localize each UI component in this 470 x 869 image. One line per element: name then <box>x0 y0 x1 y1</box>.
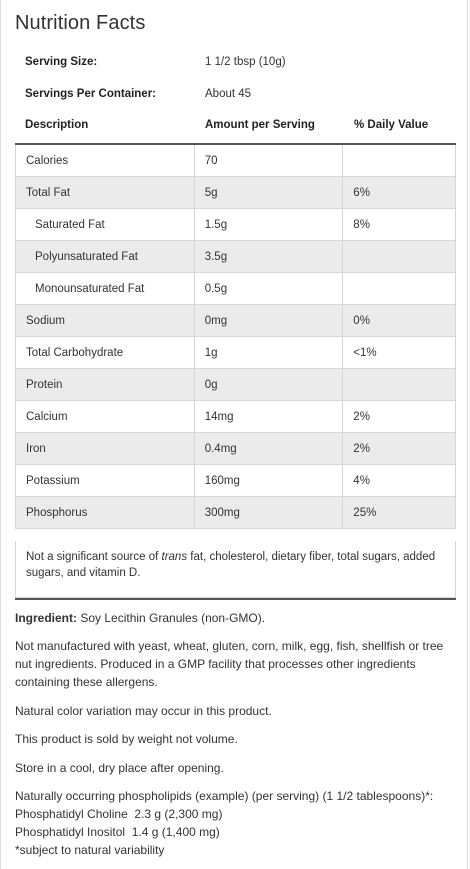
weight-note: This product is sold by weight not volume. <box>15 732 238 746</box>
nutrient-daily-value: 4% <box>343 465 456 497</box>
serving-size-label: Serving Size: <box>25 56 98 68</box>
nutrient-name: Potassium <box>16 465 195 497</box>
nutrient-amount: 300mg <box>194 497 343 529</box>
ingredient-label: Ingredient: <box>15 611 77 625</box>
nutrient-name: Polyunsaturated Fat <box>16 241 195 273</box>
table-row <box>16 433 456 465</box>
nutrient-amount: 3.5g <box>194 241 343 273</box>
nutrient-name: Monounsaturated Fat <box>16 273 195 305</box>
storage-note: Store in a cool, dry place after opening. <box>15 761 224 775</box>
table-row <box>16 337 456 369</box>
phospholipids-heading: Naturally occurring phospholipids (example) (per serving) (1 1/2 tablespoons)*: <box>15 789 434 803</box>
table-row <box>16 273 456 305</box>
nutrient-amount: 0mg <box>194 305 343 337</box>
nutrient-amount: 1g <box>194 337 343 369</box>
table-row <box>16 209 456 241</box>
nutrient-daily-value <box>343 273 456 305</box>
phospholipid-line: Phosphatidyl Choline 2.3 g (2,300 mg) <box>15 807 223 821</box>
nutrient-name: Protein <box>16 369 195 401</box>
nutrient-name: Calcium <box>16 401 195 433</box>
footnote-italic: trans <box>161 551 188 563</box>
footnote-text: Not a significant source of <box>26 551 162 563</box>
nutrient-daily-value: 2% <box>343 401 456 433</box>
nutrient-amount: 0.4mg <box>194 433 343 465</box>
column-header-daily-value: % Daily Value <box>354 119 429 131</box>
nutrition-table <box>15 144 456 529</box>
ingredient-value: Soy Lecithin Granules (non-GMO). <box>77 611 266 625</box>
table-row <box>16 145 456 177</box>
nutrient-amount: 70 <box>194 145 343 177</box>
table-top-rule <box>15 143 456 145</box>
nutrient-daily-value: 25% <box>343 497 456 529</box>
nutrient-daily-value: 0% <box>343 305 456 337</box>
servings-per-container-value: About 45 <box>205 88 252 100</box>
nutrient-amount: 0g <box>194 369 343 401</box>
page-title: Nutrition Facts <box>15 12 146 34</box>
nutrient-daily-value: 2% <box>343 433 456 465</box>
nutrient-amount: 160mg <box>194 465 343 497</box>
nutrient-daily-value: 6% <box>343 177 456 209</box>
allergen-note: Not manufactured with yeast, wheat, gluten, corn, milk, egg, fish, shellfish or tree nut ingredients. Produced in a GMP facility that processes other ingredients containing these allergens. <box>15 639 444 689</box>
table-row <box>16 305 456 337</box>
table-footnote <box>15 541 456 598</box>
color-note: Natural color variation may occur in this product. <box>15 704 272 718</box>
nutrient-name: Iron <box>16 433 195 465</box>
phospholipid-line: Phosphatidyl Inositol 1.4 g (1,400 mg) <box>15 825 220 839</box>
ingredient-line <box>15 609 456 627</box>
nutrient-amount: 5g <box>194 177 343 209</box>
serving-size-value: 1 1/2 tbsp (10g) <box>205 56 286 68</box>
column-header-amount: Amount per Serving <box>205 119 315 131</box>
servings-per-container-label: Servings Per Container: <box>25 88 157 100</box>
table-row <box>16 177 456 209</box>
nutrient-daily-value <box>343 145 456 177</box>
nutrient-daily-value: <1% <box>343 337 456 369</box>
table-row <box>16 369 456 401</box>
variability-note: *subject to natural variability <box>15 843 165 857</box>
nutrient-daily-value: 8% <box>343 209 456 241</box>
nutrient-name: Phosphorus <box>16 497 195 529</box>
nutrient-daily-value <box>343 241 456 273</box>
table-row <box>16 497 456 529</box>
phospholipids-block <box>15 787 456 859</box>
table-bottom-rule <box>15 598 456 600</box>
nutrient-name: Total Fat <box>16 177 195 209</box>
nutrient-daily-value <box>343 369 456 401</box>
column-header-description: Description <box>25 119 89 131</box>
table-row <box>16 465 456 497</box>
nutrient-name: Total Carbohydrate <box>16 337 195 369</box>
nutrient-amount: 14mg <box>194 401 343 433</box>
nutrient-name: Calories <box>16 145 195 177</box>
table-row <box>16 241 456 273</box>
nutrient-amount: 0.5g <box>194 273 343 305</box>
nutrient-name: Saturated Fat <box>16 209 195 241</box>
table-row <box>16 401 456 433</box>
nutrient-amount: 1.5g <box>194 209 343 241</box>
nutrient-name: Sodium <box>16 305 195 337</box>
footnote-text-rest: fat, cholesterol, dietary fiber, total sugars, added sugars, and vitamin D. <box>26 551 436 579</box>
